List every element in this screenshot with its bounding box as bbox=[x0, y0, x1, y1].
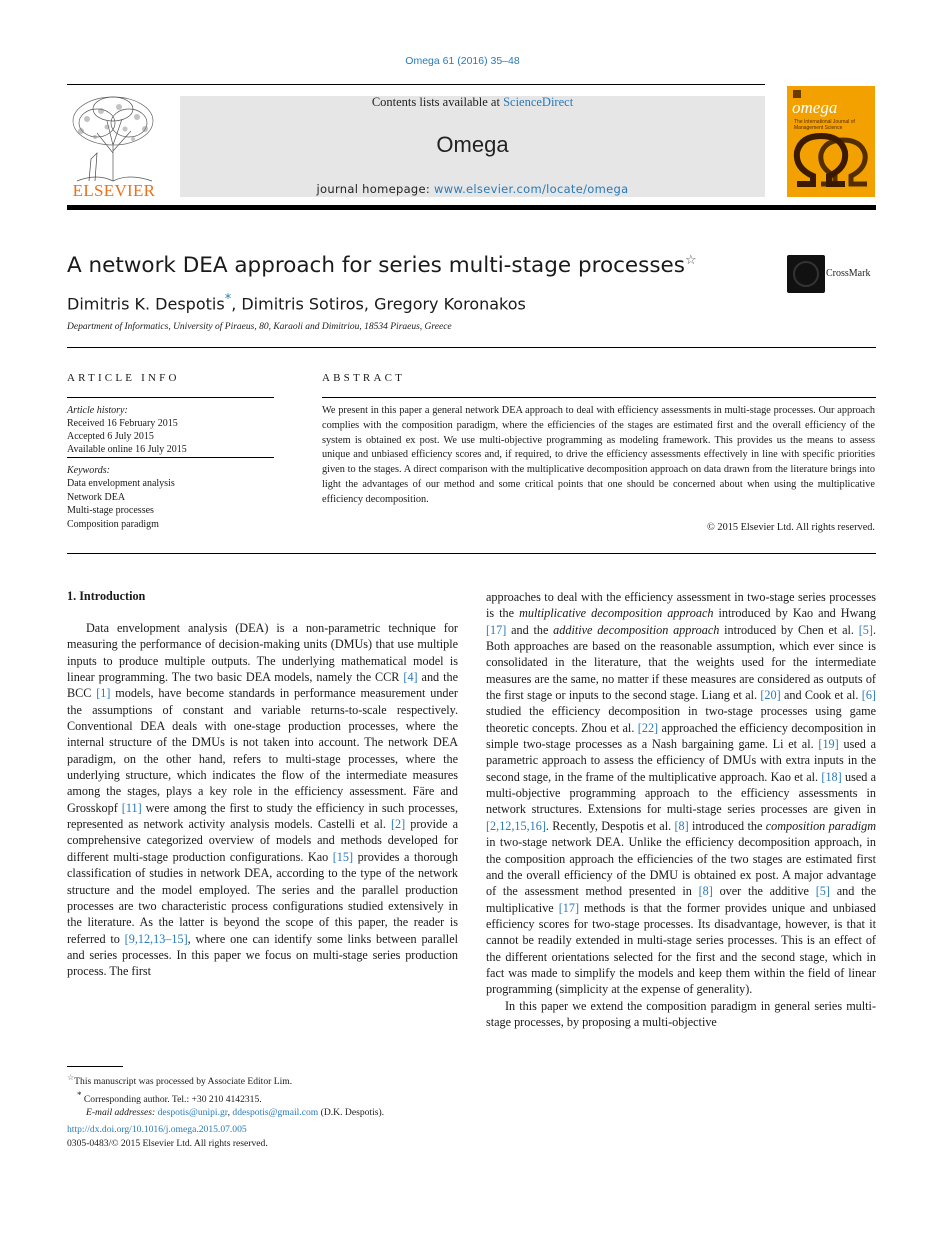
author-list bbox=[67, 292, 526, 313]
cover-title: omega bbox=[792, 98, 838, 117]
body-text: and the BCC bbox=[67, 670, 458, 701]
section-heading-introduction: 1. Introduction bbox=[67, 589, 146, 603]
email-link-1[interactable]: despotis@unipi.gr bbox=[157, 1107, 228, 1119]
emphasized-text: multiplicative decomposition approach bbox=[519, 606, 714, 621]
intro-paragraph-1 bbox=[67, 620, 458, 980]
body-column-right bbox=[486, 589, 876, 1030]
body-text: . Both approaches are based on the reasonable assumption, which ever since is consolidated in the literature, that the weights used for the intermediate measures are the same, no matter if these measures are considered as outputs of the first stage or inputs to the second stage. Liang et al. bbox=[486, 622, 876, 703]
abstract-text: We present in this paper a general network DEA approach to deal with efficiency assessments in multi-stage processes. Our approach complies with the composition paradigm, where the efficiencies of the stages are estimated first and the overall efficiency of the system is obtained ex post. We use multi-objective programming as modeling framework. This provides us the means to assess unique and unbiased efficiency scores and, if required, to drive the efficiency assessments effectively in line with specific priorities given to the stages. A direct comparison with the multiplicative decomposition approach on data drawn from the literature brings into light the advantages of our method and some critical points that one should be concerned about when using the multiplicative efficiency decomposition. bbox=[322, 405, 875, 505]
elsevier-wordmark: ELSEVIER bbox=[72, 181, 156, 200]
article-title bbox=[67, 253, 697, 278]
footnotes bbox=[67, 1071, 467, 1120]
citation-link[interactable]: [5] bbox=[815, 884, 830, 899]
citation-link[interactable]: [1] bbox=[96, 686, 111, 701]
body-text: provide a comprehensive categorized overview of models and methods developed for different multi-stage production configurations. Kao bbox=[67, 817, 458, 864]
journal-name: Omega bbox=[436, 132, 509, 157]
citation-link[interactable]: [15] bbox=[332, 849, 354, 864]
citation-link[interactable]: [8] bbox=[698, 884, 713, 899]
contents-prefix: Contents lists available at bbox=[371, 95, 504, 109]
keyword-item: Composition paradigm bbox=[67, 518, 159, 530]
article-history bbox=[67, 404, 274, 456]
keywords bbox=[67, 464, 274, 531]
crossmark-icon[interactable] bbox=[787, 255, 825, 293]
body-text: approaches to deal with the efficiency assessment in two-stage series processes is the bbox=[486, 590, 876, 621]
author-name: Dimitris K. Despotis bbox=[67, 294, 225, 314]
footnote-corresponding-text: Corresponding author. Tel.: +30 210 4142315. bbox=[83, 1093, 262, 1105]
author-affiliation: Department of Informatics, University of Piraeus, 80, Karaoli and Dimitriou, 18534 Piraeus, Greece bbox=[67, 322, 452, 332]
history-accepted: Accepted 6 July 2015 bbox=[67, 431, 154, 442]
tree-icon bbox=[67, 93, 160, 183]
footnote-star-mark: ☆ bbox=[67, 1073, 75, 1082]
citation-link[interactable]: [18] bbox=[821, 769, 842, 784]
footnote-email: E-mail addresses: despotis@unipi.gr, ddespotis@gmail.com (D.K. Despotis). bbox=[86, 1107, 385, 1119]
citation-link[interactable]: [17] bbox=[486, 622, 507, 637]
sciencedirect-link[interactable]: ScienceDirect bbox=[503, 95, 574, 109]
citation-link[interactable]: [8] bbox=[674, 818, 689, 833]
header-thick-rule bbox=[67, 205, 876, 210]
body-text: approached the efficiency decomposition in simple two-stage processes as a Nash bargaining game. Li et al. bbox=[486, 720, 877, 752]
abstract-bottom-rule bbox=[67, 553, 876, 554]
history-online: Available online 16 July 2015 bbox=[67, 444, 187, 455]
history-label: Article history: bbox=[67, 405, 128, 416]
body-text: in two-stage network DEA. Unlike the efficiency decomposition approach, in the composition approach the efficiencies of the two stages are estimated first and the overall efficiency of the DMU is obtained ex post. A major advantage of the assessment method presented in bbox=[486, 835, 876, 899]
body-text: , where one can identify some links between parallel and series processes. In this paper we focus on multi-stage series production process. The first bbox=[67, 931, 458, 979]
author-name: Gregory Koronakos bbox=[374, 294, 526, 314]
citation-link[interactable]: [5] bbox=[858, 622, 873, 637]
body-text: provides a thorough classification of studies in network DEA, according to the type of the network structure and the model employed. The series and the parallel production processes are two characteristic process configurations studied extensively in the literature. As the latter is beyond the scope of this paper, the reader is referred to bbox=[67, 849, 458, 946]
footnote-rule bbox=[67, 1066, 123, 1067]
article-info-rule-2 bbox=[67, 457, 274, 458]
body-text: and Cook et al. bbox=[780, 688, 862, 703]
journal-homepage bbox=[180, 182, 765, 196]
corresponding-author-mark[interactable]: * bbox=[224, 292, 232, 307]
doi-link[interactable]: http://dx.doi.org/10.1016/j.omega.2015.07.005 bbox=[67, 1124, 247, 1135]
intro-paragraph-1-continued bbox=[486, 589, 876, 998]
body-text: Data envelopment analysis (DEA) is a non-parametric technique for measuring the performance of decision-making units (DMUs) that use multiple inputs to produce multiple outputs. The underlying mathematical model is linear programming. The two basic DEA models, namely the CCR bbox=[67, 621, 458, 685]
abstract-copyright: © 2015 Elsevier Ltd. All rights reserved. bbox=[707, 522, 875, 533]
citation-link[interactable]: [9,12,13–15] bbox=[124, 931, 188, 946]
body-text: introduced by Chen et al. bbox=[719, 622, 859, 637]
article-info-rule bbox=[67, 397, 274, 398]
email-label: E-mail addresses: bbox=[86, 1107, 158, 1119]
citation-link[interactable]: [22] bbox=[637, 720, 659, 735]
cover-badge-icon bbox=[793, 90, 801, 98]
keywords-label: Keywords: bbox=[67, 465, 110, 476]
crossmark-glyph-icon bbox=[787, 255, 825, 293]
homepage-prefix: journal homepage: bbox=[316, 182, 435, 196]
history-received: Received 16 February 2015 bbox=[67, 418, 178, 429]
citation-link[interactable]: [2] bbox=[390, 817, 406, 832]
contents-availability bbox=[180, 95, 765, 110]
keyword-item: Multi-stage processes bbox=[67, 505, 154, 517]
omega-symbol-icon bbox=[787, 130, 875, 196]
footnote-manuscript bbox=[67, 1071, 467, 1089]
keyword-item: Data envelopment analysis bbox=[67, 478, 175, 490]
email-suffix: (D.K. Despotis). bbox=[318, 1107, 385, 1119]
title-rule bbox=[67, 347, 876, 348]
body-text: used a parametric approach to assess the efficiency of DMUs with extra inputs in the second stage, in the frame of the multiplicative approach. Kao et al. bbox=[486, 737, 876, 784]
footnote-corresponding bbox=[67, 1089, 467, 1107]
body-text: introduced the bbox=[688, 818, 766, 833]
issn-copyright: 0305-0483/© 2015 Elsevier Ltd. All rights reserved. bbox=[67, 1137, 268, 1149]
title-footnote-mark[interactable]: ☆ bbox=[685, 253, 697, 268]
citation-link[interactable]: [11] bbox=[121, 800, 142, 815]
body-text: methods is that the former provides unique and unbiased efficiency scores for two-stage processes. Its disadvantage, however, is that it cannot be readily extended in multi-stage series processes. This is an effect of the different orientations selected for the first and the second stage, which in fact was made to simplify the models and keep them within the field of linear programming (simplicity at the expense of generality). bbox=[486, 900, 876, 997]
article-info-heading: ARTICLE INFO bbox=[67, 372, 180, 384]
body-text: models, have become standards in performance measurement under the assumptions of constant and variable returns-to-scale respectively. Conventional DEA deals with one-stage production processes, where the internal structure of the DMUs is not taken into account. The network DEA paradigm, on the other hand, refers to multi-stage processes, where the underlying structure, which indicates the flow of the intermediate measures among the stages, plays a key role in the efficiency assessment. Färe and Grosskopf bbox=[67, 686, 458, 815]
citation-link[interactable]: [17] bbox=[558, 900, 580, 915]
citation-link[interactable]: [4] bbox=[403, 670, 418, 685]
abstract-rule bbox=[322, 397, 876, 398]
body-column-left bbox=[67, 620, 458, 980]
body-text: studied the efficiency decomposition in two-stage processes using game theoretic concepts. Zhou et al. bbox=[486, 704, 876, 735]
citation-link[interactable]: [19] bbox=[818, 737, 839, 752]
intro-paragraph-2: In this paper we extend the composition paradigm in general series multi-stage processes, by proposing a multi-objective bbox=[486, 998, 876, 1029]
keyword-item: Network DEA bbox=[67, 491, 126, 503]
author-separator: , bbox=[363, 294, 375, 314]
emphasized-text: composition paradigm bbox=[765, 818, 876, 833]
journal-citation-link[interactable]: Omega 61 (2016) 35–48 bbox=[405, 55, 520, 67]
header-rule bbox=[67, 84, 765, 85]
article-title-text: A network DEA approach for series multi-stage processes bbox=[67, 253, 685, 279]
citation-link[interactable]: [2,12,15,16] bbox=[486, 818, 546, 833]
citation-link[interactable]: [20] bbox=[760, 688, 781, 703]
author-name: Dimitris Sotiros bbox=[241, 294, 364, 314]
body-text: . Recently, Despotis et al. bbox=[545, 818, 675, 833]
body-text: over the additive bbox=[712, 884, 816, 899]
homepage-link[interactable]: www.elsevier.com/locate/omega bbox=[434, 182, 629, 196]
email-link-2[interactable]: ddespotis@gmail.com bbox=[232, 1107, 319, 1119]
footnote-manuscript-text: This manuscript was processed by Associate Editor Lim. bbox=[74, 1076, 293, 1088]
body-text: used a multi-objective programming approach to the efficiency assessments in network structures. Extensions for multi-stage series processes are given in bbox=[486, 769, 876, 817]
footnote-asterisk-mark: * bbox=[77, 1089, 82, 1100]
body-text: and the multiplicative bbox=[486, 884, 876, 915]
abstract-heading: ABSTRACT bbox=[322, 372, 406, 384]
cover-subtitle: The International Journal of Management Science bbox=[794, 119, 855, 131]
body-text: introduced by Kao and Hwang bbox=[713, 606, 876, 621]
crossmark-label[interactable]: CrossMark bbox=[826, 268, 871, 279]
emphasized-text: additive decomposition approach bbox=[553, 622, 720, 637]
author-separator: , bbox=[231, 294, 242, 314]
body-text: were among the first to study the efficiency in such processes, represented as network activity analysis models. Castelli et al. bbox=[67, 800, 458, 832]
body-text: and the bbox=[506, 622, 554, 637]
journal-cover-image bbox=[787, 86, 875, 197]
citation-link[interactable]: [6] bbox=[861, 688, 876, 703]
doi-block bbox=[67, 1123, 268, 1150]
